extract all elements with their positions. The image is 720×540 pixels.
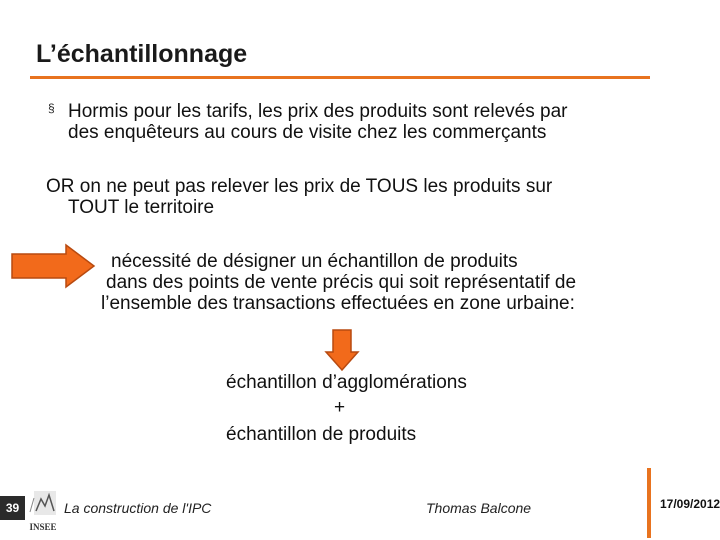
footer-divider [647, 468, 651, 538]
or-line-1 [46, 176, 552, 197]
necessity-line-3: l’ensemble des transactions effectuées en zone urbaine: [101, 293, 575, 314]
necessity-line-2: dans des points de vente précis qui soit représentatif de [106, 272, 577, 293]
insee-logo [27, 490, 59, 538]
bullet-marker: § [48, 101, 55, 115]
bullet-line-1: Hormis pour les tarifs, les prix des produits sont relevés par [68, 101, 568, 122]
title-underline [30, 76, 650, 79]
logo-text: INSEE [29, 522, 57, 532]
footer-author: Thomas Balcone [426, 500, 532, 516]
footer-date: 17/09/2012 [660, 497, 720, 511]
arrow-down-icon [324, 328, 360, 372]
plus-sign: + [334, 397, 346, 418]
footer-course-title: La construction de l'IPC [64, 500, 212, 516]
sample-agglomerations: échantillon d’agglomérations [226, 372, 467, 393]
sample-products: échantillon de produits [226, 424, 417, 445]
or-keyword: OR [46, 176, 75, 197]
page-number: 39 [0, 496, 25, 520]
arrow-right-icon [10, 243, 96, 289]
necessity-line-1: nécessité de désigner un échantillon de produits [111, 251, 518, 272]
or-line-1-rest: on ne peut pas relever les prix de TOUS les produits sur [74, 176, 553, 197]
slide-title: L’échantillonnage [36, 40, 248, 68]
bullet-line-2: des enquêteurs au cours de visite chez les commerçants [68, 122, 547, 143]
or-line-2: TOUT le territoire [68, 197, 215, 218]
